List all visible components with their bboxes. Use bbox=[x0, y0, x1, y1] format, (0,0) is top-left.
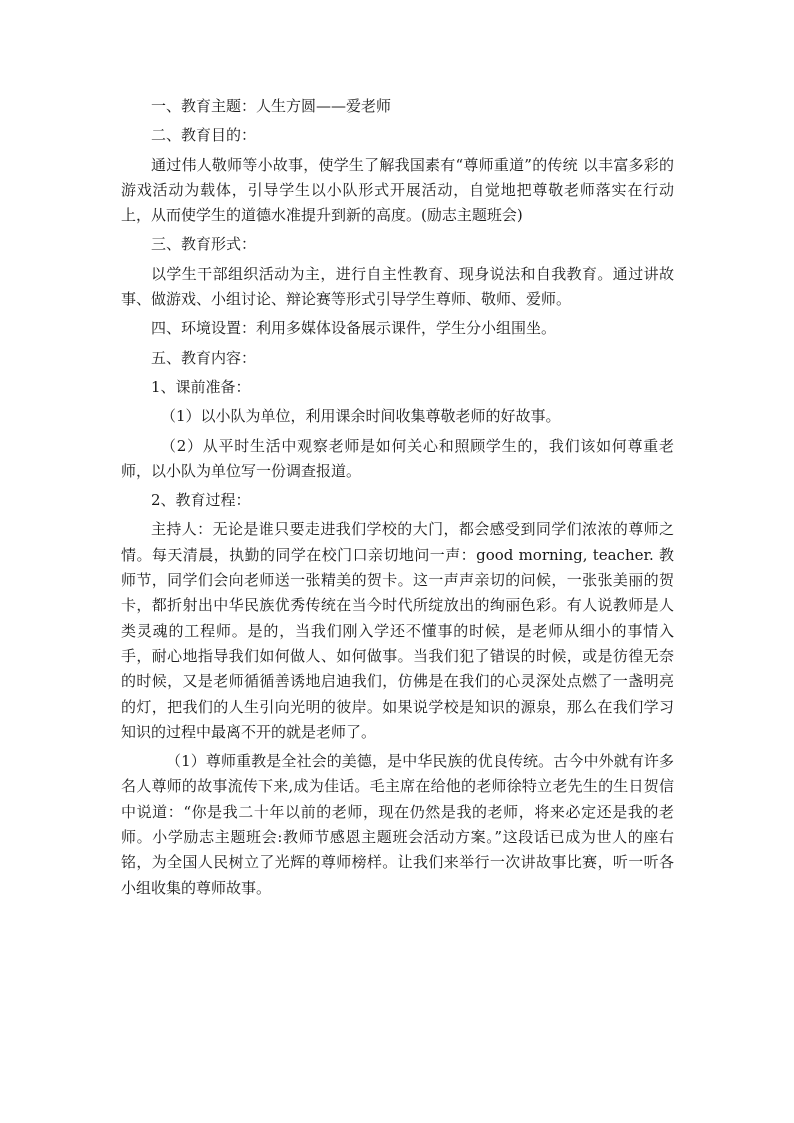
heading-environment: 四、环境设置：利用多媒体设备展示课件，学生分小组围坐。 bbox=[151, 319, 557, 338]
heading-education-form: 三、教育形式： bbox=[151, 235, 257, 254]
paragraph-host-speech: 主持人：无论是谁只要走进我们学校的大门，都会感受到同学们浓浓的尊师之情。每天清晨，执勤的同学在校门口亲切地问一声：good morning, teacher. 教师节，同学们会向老师送一张精美的贺卡。这一声声亲切的问候，一张张美丽的贺卡，都折射出中华民族优秀传统在当今时代所绽放出的绚丽色彩。有人说教师是人类灵魂的工程师。是的，当我们刚入学还不懂事的时候，是老师从细小的事情入手，耐心地指导我们如何做人、如何做事。当我们犯了错误的时候，或是彷徨无奈的时候，又是老师循循善诱地启迪我们，仿佛是在我们的心灵深处点燃了一盏明亮的灯，把我们的人生引向光明的彼岸。如果说学校是知识的源泉，那么在我们学习知识的过程中最离不开的就是老师了。 bbox=[121, 520, 674, 741]
preparation-item-1: （1）以小队为单位，利用课余时间收集尊敬老师的好故事。 bbox=[161, 407, 561, 426]
heading-education-content: 五、教育内容： bbox=[151, 348, 257, 367]
preparation-item-2: （2）从平时生活中观察老师是如何关心和照顾学生的，我们该如何尊重老师，以小队为单位写一份调查报道。 bbox=[121, 436, 674, 480]
heading-education-theme: 一、教育主题：人生方圆——爱老师 bbox=[151, 97, 392, 115]
paragraph-education-form: 以学生干部组织活动为主，进行自主性教育、现身说法和自我教育。通过讲故事、做游戏、小组讨论、辩论赛等形式引导学生尊师、敬师、爱师。 bbox=[121, 264, 674, 309]
heading-education-goal: 二、教育目的： bbox=[151, 126, 257, 145]
paragraph-education-goal: 通过伟人敬师等小故事，使学生了解我国素有“尊师重道”的传统 以丰富多彩的游戏活动为载体，引导学生以小队形式开展活动，自觉地把尊敬老师落实在行动上，从而使学生的道德水准提升到新的高度。(励志主题班会) bbox=[121, 155, 674, 225]
document-page bbox=[121, 94, 674, 901]
paragraph-respect-teachers: （1）尊师重教是全社会的美德，是中华民族的优良传统。古今中外就有许多名人尊师的故事流传下来,成为佳话。毛主席在给他的老师徐特立老先生的生日贺信中说道：“你是我二十年以前的老师，现在仍然是我的老师，将来必定还是我的老师。小学励志主题班会:教师节感恩主题班会活动方案。”这段话已成为世人的座右铭，为全国人民树立了光辉的尊师榜样。让我们来举行一次讲故事比赛，听一听各小组收集的尊师故事。 bbox=[121, 752, 674, 897]
heading-process: 2、教育过程： bbox=[151, 491, 251, 510]
heading-preparation: 1、课前准备： bbox=[151, 377, 251, 396]
